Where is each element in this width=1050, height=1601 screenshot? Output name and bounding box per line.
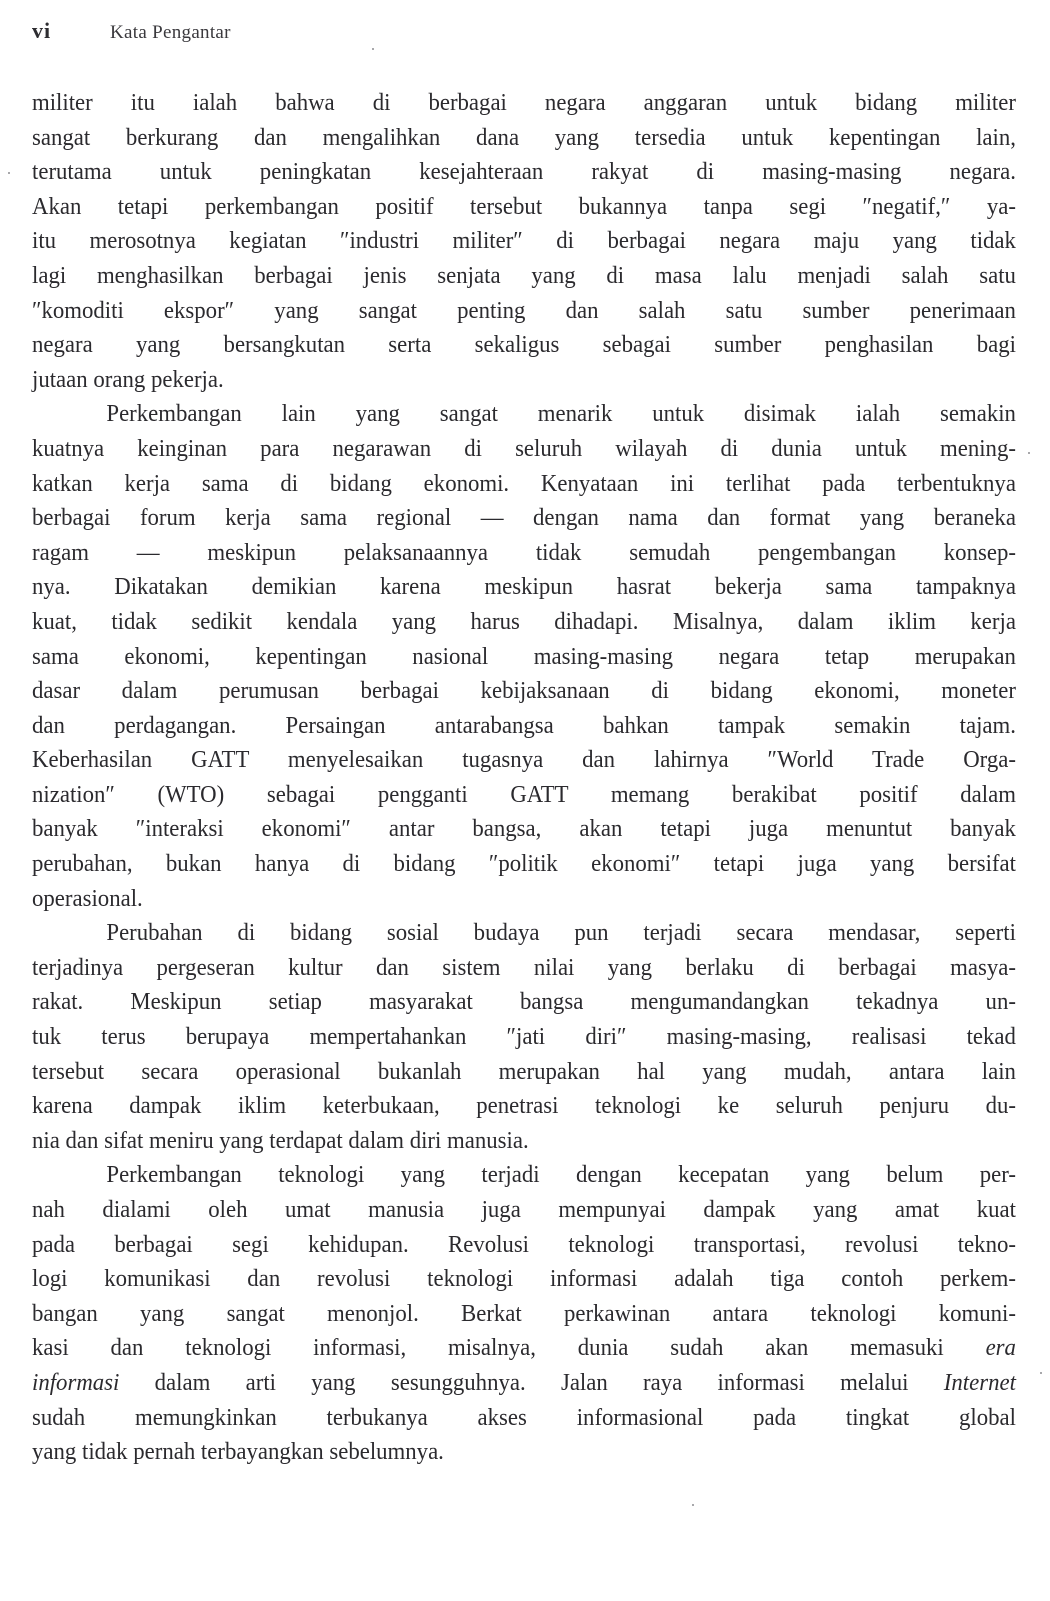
text-line: bangan yang sangat menonjol. Berkat perkawinan antara teknologi komuni- [32, 1299, 1016, 1327]
page-header [32, 18, 231, 46]
text-line: kuat, tidak sedikit kendala yang harus dihadapi. Misalnya, dalam iklim kerja [32, 607, 1016, 635]
line-text: dalam arti yang sesungguhnya. Jalan raya informasi melalui [154, 1368, 909, 1396]
line-text: kasi dan teknologi informasi, misalnya, dunia sudah akan memasuki [32, 1334, 944, 1362]
text-line: operasional. [32, 884, 143, 912]
text-line: yang tidak pernah terbayangkan sebelumnya. [32, 1438, 444, 1466]
text-line: terutama untuk peningkatan kesejahteraan rakyat di masing-masing negara. [32, 158, 1016, 186]
text-line: rakat. Meskipun setiap masyarakat bangsa mengumandangkan tekadnya un- [32, 988, 1016, 1016]
text-line: nization″ (WTO) sebagai pengganti GATT memang berakibat positif dalam [32, 780, 1016, 808]
page-number: vi [32, 18, 52, 43]
italic-term: Internet [943, 1368, 1016, 1396]
text-line: pada berbagai segi kehidupan. Revolusi teknologi transportasi, revolusi tekno- [32, 1230, 1016, 1258]
text-line: nya. Dikatakan demikian karena meskipun hasrat bekerja sama tampaknya [32, 573, 1016, 601]
text-line: jutaan orang pekerja. [32, 365, 224, 393]
text-line: negara yang bersangkutan serta sekaligus sebagai sumber penghasilan bagi [32, 331, 1016, 359]
text-line: banyak ″interaksi ekonomi″ antar bangsa, akan tetapi juga menuntut banyak [32, 815, 1016, 843]
paragraph-4 [32, 1158, 1016, 1469]
text-line: kuatnya keinginan para negarawan di seluruh wilayah di dunia untuk mening- [32, 434, 1016, 462]
text-line: militer itu ialah bahwa di berbagai negara anggaran untuk bidang militer [32, 89, 1016, 116]
text-line: dasar dalam perumusan berbagai kebijaksanaan di bidang ekonomi, moneter [32, 677, 1016, 705]
body-text [32, 86, 1016, 1470]
italic-term: era [985, 1334, 1016, 1362]
text-line: berbagai forum kerja sama regional — dengan nama dan format yang beraneka [32, 504, 1016, 532]
text-line: nia dan sifat meniru yang terdapat dalam diri manusia. [32, 1126, 529, 1154]
text-line: lagi menghasilkan berbagai jenis senjata yang di masa lalu menjadi salah satu [32, 261, 1016, 289]
text-line: sudah memungkinkan terbukanya akses informasional pada tingkat global [32, 1403, 1016, 1431]
text-line: tuk terus berupaya mempertahankan ″jati diri″ masing-masing, realisasi tekad [32, 1023, 1016, 1051]
text-line: ″komoditi ekspor″ yang sangat penting dan salah satu sumber penerimaan [32, 296, 1016, 324]
text-line: Perkembangan lain yang sangat menarik untuk disimak ialah semakin [106, 400, 1016, 428]
text-line: dan perdagangan. Persaingan antarabangsa bahkan tampak semakin tajam. [32, 711, 1016, 739]
paragraph-2 [32, 397, 1016, 916]
text-line: perubahan, bukan hanya di bidang ″politik ekonomi″ tetapi juga yang bersifat [32, 850, 1016, 878]
scan-speck [8, 172, 10, 174]
paragraph-1 [32, 86, 1016, 397]
scan-speck [1040, 1372, 1042, 1374]
running-head: Kata Pengantar [110, 22, 231, 43]
text-line: sangat berkurang dan mengalihkan dana yang tersedia untuk kepentingan lain, [32, 123, 1016, 151]
text-line: terjadinya pergeseran kultur dan sistem nilai yang berlaku di berbagai masya- [32, 953, 1016, 981]
text-line: nah dialami oleh umat manusia juga mempunyai dampak yang amat kuat [32, 1196, 1016, 1223]
text-line: itu merosotnya kegiatan ″industri militer″ di berbagai negara maju yang tidak [32, 227, 1016, 255]
paragraph-3 [32, 916, 1016, 1158]
text-line [32, 1366, 1016, 1401]
text-line: Keberhasilan GATT menyelesaikan tugasnya dan lahirnya ″World Trade Orga- [32, 746, 1016, 774]
scan-speck [1028, 452, 1030, 454]
text-line: katkan kerja sama di bidang ekonomi. Kenyataan ini terlihat pada terbentuknya [32, 469, 1016, 497]
text-line: Akan tetapi perkembangan positif tersebut bukannya tanpa segi ″negatif,″ ya- [32, 192, 1016, 220]
text-line: sama ekonomi, kepentingan nasional masing-masing negara tetap merupakan [32, 642, 1016, 670]
scan-speck [372, 48, 374, 50]
scan-speck [692, 1504, 694, 1506]
text-line: tersebut secara operasional bukanlah merupakan hal yang mudah, antara lain [32, 1057, 1016, 1085]
italic-term: informasi [32, 1368, 120, 1396]
text-line: Perubahan di bidang sosial budaya pun terjadi secara mendasar, seperti [106, 919, 1016, 947]
text-line: karena dampak iklim keterbukaan, penetrasi teknologi ke seluruh penjuru du- [32, 1092, 1016, 1120]
text-line: Perkembangan teknologi yang terjadi dengan kecepatan yang belum per- [106, 1161, 1016, 1189]
text-line [32, 1331, 1016, 1366]
text-line: ragam — meskipun pelaksanaannya tidak semudah pengembangan konsep- [32, 538, 1016, 566]
text-line: logi komunikasi dan revolusi teknologi informasi adalah tiga contoh perkem- [32, 1265, 1016, 1293]
